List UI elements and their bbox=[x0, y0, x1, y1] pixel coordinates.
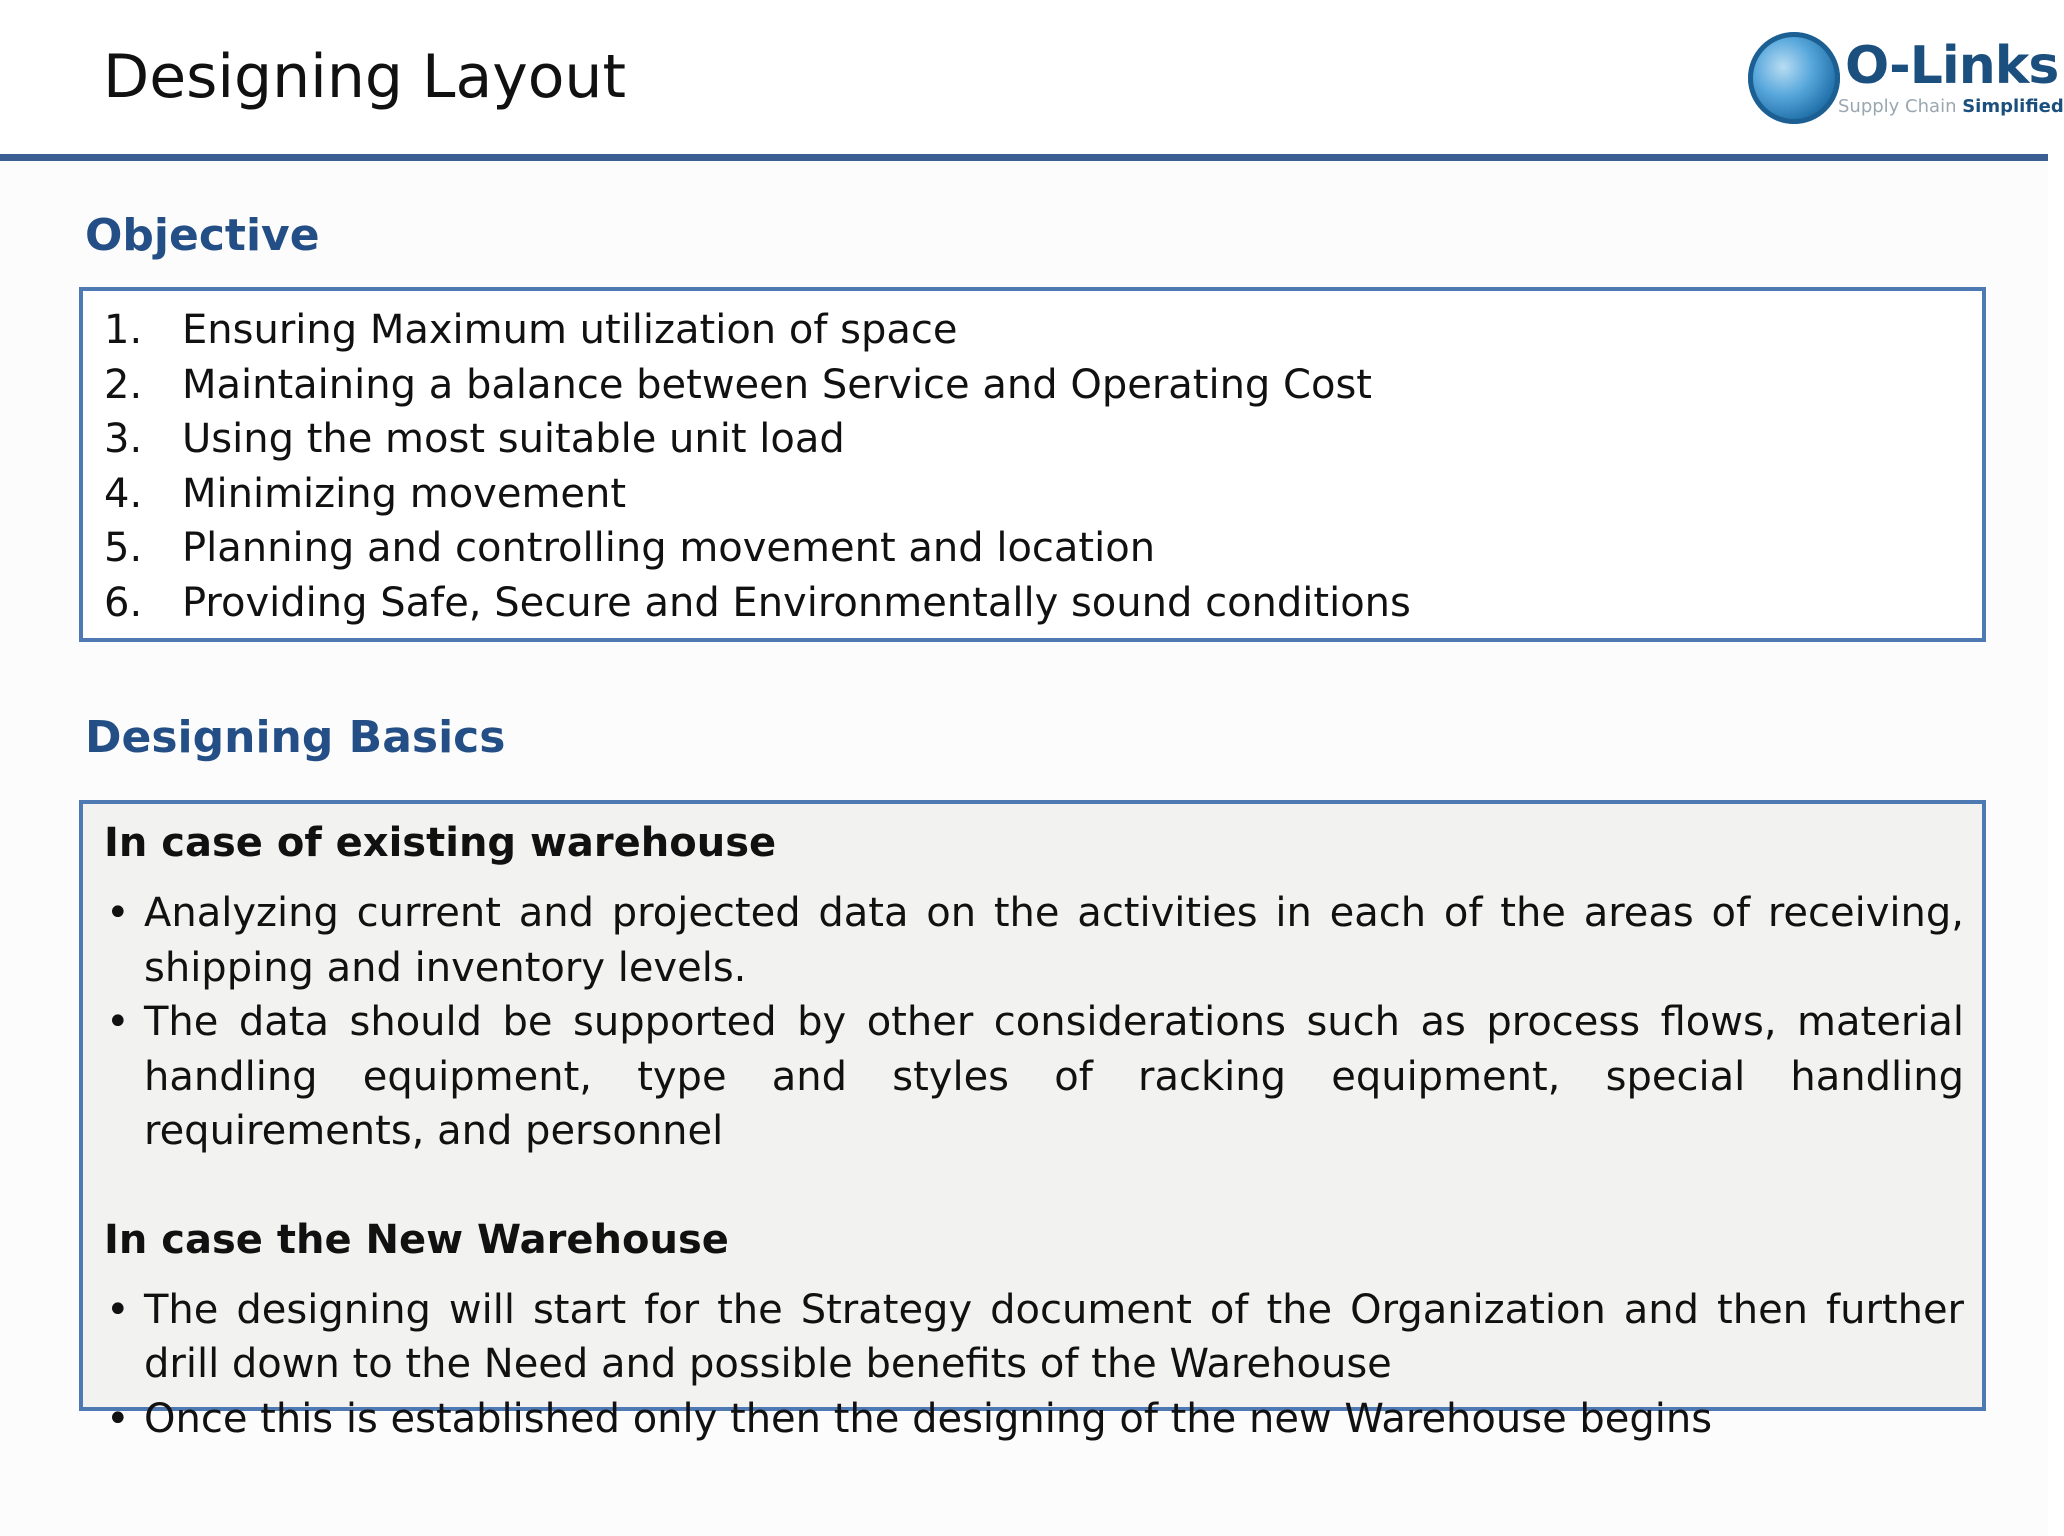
objective-item-number: 4. bbox=[104, 470, 143, 517]
objective-item-text: Minimizing movement bbox=[182, 470, 627, 517]
slide-header bbox=[0, 0, 2064, 155]
page-title: Designing Layout bbox=[103, 42, 626, 112]
bullet-dot-icon: • bbox=[106, 1395, 130, 1442]
bullet-text: The designing will start for the Strategy document of the Organization and then further drill down to the Need and possible benefits of the Warehouse bbox=[144, 1286, 1964, 1387]
objective-item bbox=[104, 521, 1411, 576]
bullet-item bbox=[104, 995, 1964, 1159]
designing-basics-box bbox=[79, 800, 1986, 1442]
objective-item-text: Ensuring Maximum utilization of space bbox=[182, 307, 958, 353]
objective-box bbox=[79, 287, 1986, 642]
existing-warehouse-bullets bbox=[104, 886, 1964, 1159]
bullet-dot-icon: • bbox=[106, 999, 130, 1045]
bullet-text: Analyzing current and projected data on the activities in each of the areas of receiving, shipping and inventory levels. bbox=[144, 890, 1964, 991]
bullet-text: Once this is established only then the designing of the new Warehouse begins bbox=[144, 1395, 1713, 1442]
bullet-item bbox=[104, 1392, 1964, 1447]
new-warehouse-heading: In case the New Warehouse bbox=[104, 1216, 729, 1263]
objective-item-text: Planning and controlling movement and location bbox=[182, 525, 1156, 571]
objective-item bbox=[104, 412, 1411, 467]
objective-item-text: Using the most suitable unit load bbox=[182, 416, 845, 462]
objective-item-number: 1. bbox=[104, 307, 143, 353]
bullet-text: The data should be supported by other considerations such as process flows, material handling equipment, type and styles of racking equipment, special handling requirements, and personnel bbox=[144, 999, 1964, 1154]
objective-item-number: 6. bbox=[104, 579, 143, 626]
objective-item-text: Maintaining a balance between Service and Operating Cost bbox=[182, 361, 1372, 408]
designing-basics-heading: Designing Basics bbox=[85, 712, 506, 763]
bullet-item bbox=[104, 886, 1964, 995]
company-logo bbox=[1748, 32, 2064, 128]
logo-tagline-part1: Supply Chain bbox=[1838, 96, 1963, 117]
objective-heading: Objective bbox=[85, 210, 320, 261]
bullet-item bbox=[104, 1283, 1964, 1392]
bullet-dot-icon: • bbox=[106, 890, 130, 936]
designing-basics-content bbox=[104, 816, 1964, 1446]
logo-name: O-Links bbox=[1845, 36, 2059, 96]
objective-list bbox=[104, 303, 1411, 630]
objective-item bbox=[104, 467, 1411, 522]
new-warehouse-bullets bbox=[104, 1283, 1964, 1447]
objective-item-number: 3. bbox=[104, 416, 143, 462]
logo-tagline bbox=[1838, 96, 2064, 117]
logo-globe-icon bbox=[1748, 32, 1840, 124]
existing-warehouse-heading: In case of existing warehouse bbox=[104, 820, 777, 866]
objective-item bbox=[104, 358, 1411, 413]
objective-item-text: Providing Safe, Secure and Environmentally sound conditions bbox=[182, 579, 1411, 626]
header-divider bbox=[0, 154, 2048, 161]
objective-item bbox=[104, 576, 1411, 631]
objective-item-number: 2. bbox=[104, 361, 143, 408]
bullet-dot-icon: • bbox=[106, 1286, 130, 1333]
objective-item bbox=[104, 303, 1411, 358]
logo-tagline-part2: Simplified bbox=[1962, 96, 2064, 117]
objective-item-number: 5. bbox=[104, 525, 143, 571]
